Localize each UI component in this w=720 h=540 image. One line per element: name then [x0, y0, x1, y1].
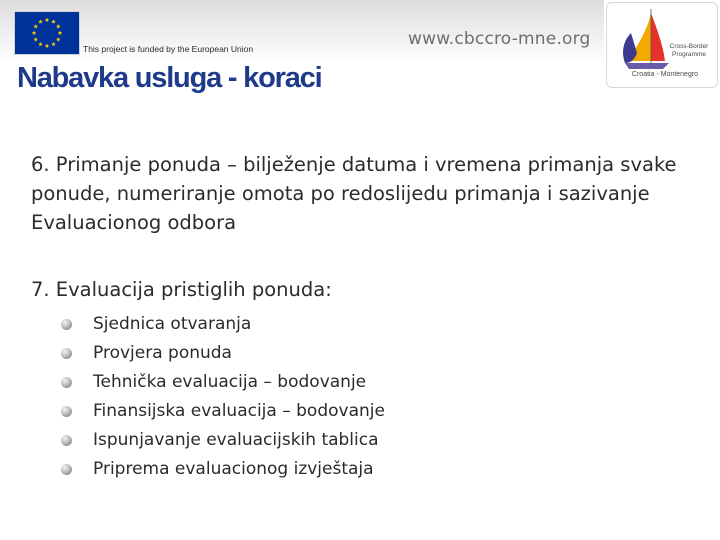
eu-funding-notice: This project is funded by the European Union: [83, 44, 254, 54]
bullet-icon: [61, 464, 72, 475]
list-item: [61, 310, 385, 339]
website-address: www.cbccro-mne.org: [408, 29, 591, 49]
logo-text-programme: [663, 43, 715, 58]
eu-flag-icon: [14, 11, 80, 55]
list-item-label: Sjednica otvaranja: [93, 314, 252, 334]
list-item-label: Priprema evaluacionog izvještaja: [93, 459, 374, 479]
evaluation-steps-list: [61, 310, 385, 484]
list-item: [61, 339, 385, 368]
logo-line-2: Programme: [672, 50, 706, 58]
bullet-icon: [61, 435, 72, 446]
bullet-icon: [61, 377, 72, 388]
list-item: [61, 455, 385, 484]
logo-text-countries: Croatia - Montenegro: [631, 71, 699, 78]
list-item-label: Provjera ponuda: [93, 343, 232, 363]
page-title: Nabavka usluga - koraci: [17, 62, 322, 94]
logo-line-1: Cross-Border: [669, 43, 709, 50]
bullet-icon: [61, 406, 72, 417]
list-item: [61, 397, 385, 426]
list-item-label: Ispunjavanje evaluacijskih tablica: [93, 430, 379, 450]
list-item-label: Tehnička evaluacija – bodovanje: [93, 372, 367, 392]
point-7-text: 7. Evaluacija pristiglih ponuda:: [31, 278, 332, 301]
list-item-label: Finansijska evaluacija – bodovanje: [93, 401, 385, 421]
bullet-icon: [61, 348, 72, 359]
list-item: [61, 426, 385, 455]
point-6-text: 6. Primanje ponuda – bilježenje datuma i vremena primanja svake ponude, numeriranje omota po redoslijedu primanja i sazivanje Evaluacionog odbora: [31, 153, 677, 234]
cross-border-programme-logo: [606, 2, 718, 88]
bullet-icon: [61, 319, 72, 330]
list-item: [61, 368, 385, 397]
